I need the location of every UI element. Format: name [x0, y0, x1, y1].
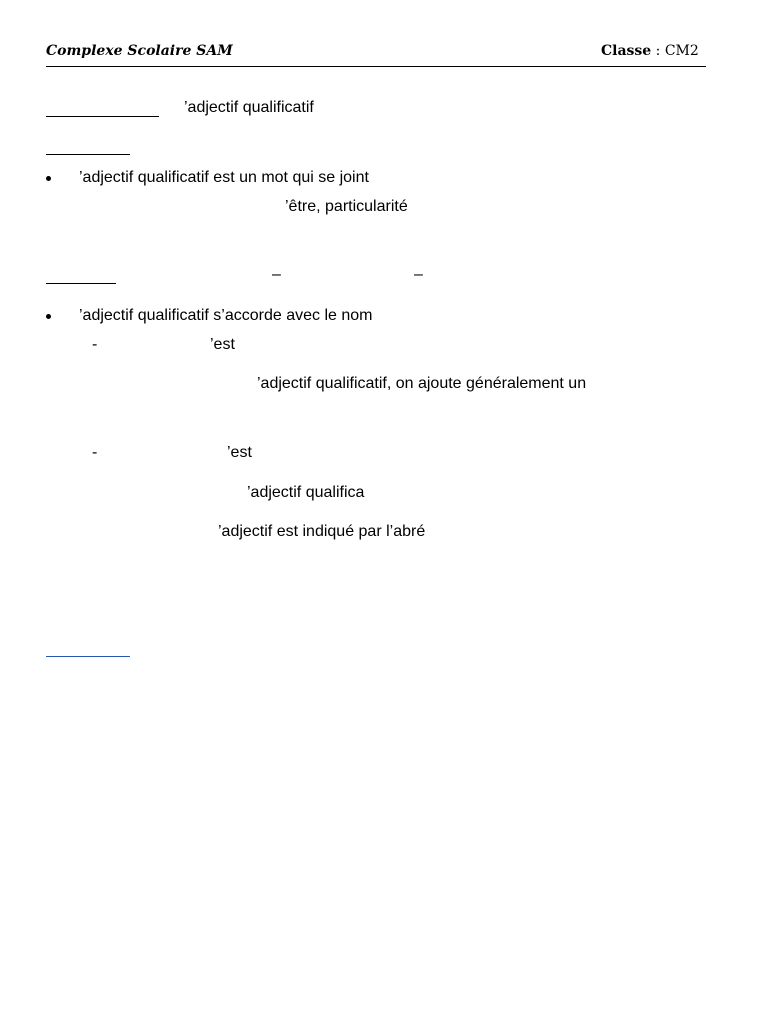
- class-label: Classe: [601, 43, 652, 59]
- dash-a: –: [272, 266, 281, 283]
- bullet-1: [46, 176, 51, 181]
- class-info: [601, 43, 699, 59]
- class-value: CM2: [664, 43, 699, 59]
- definition-line-2: ’être, particularité: [285, 198, 408, 215]
- class-separator: :: [651, 43, 665, 59]
- item-2-text: ’est: [227, 444, 252, 461]
- agreement-line-1: ’adjectif qualificatif s’accorde avec le nom: [79, 307, 373, 324]
- dash-b: –: [414, 266, 423, 283]
- item-1-dash: -: [92, 336, 98, 353]
- header-rule: [46, 66, 706, 67]
- lesson-title: ’adjectif qualificatif: [184, 99, 314, 116]
- school-name: Complexe Scolaire SAM: [46, 43, 233, 59]
- item-1-text: ’est: [210, 336, 235, 353]
- definition-heading-blank: [46, 154, 130, 155]
- item-2-dash: -: [92, 444, 98, 461]
- bullet-2: [46, 314, 51, 319]
- title-blank: [46, 116, 159, 117]
- item-2-detail-2: ’adjectif est indiqué par l’abré: [218, 523, 426, 540]
- definition-line-1: ’adjectif qualificatif est un mot qui se joint: [79, 169, 369, 186]
- item-1-detail: ’adjectif qualificatif, on ajoute généralement un: [257, 375, 587, 392]
- exercise-heading-blank: [46, 656, 130, 657]
- agreement-heading-blank: [46, 283, 116, 284]
- item-2-detail: ’adjectif qualifica: [247, 484, 365, 501]
